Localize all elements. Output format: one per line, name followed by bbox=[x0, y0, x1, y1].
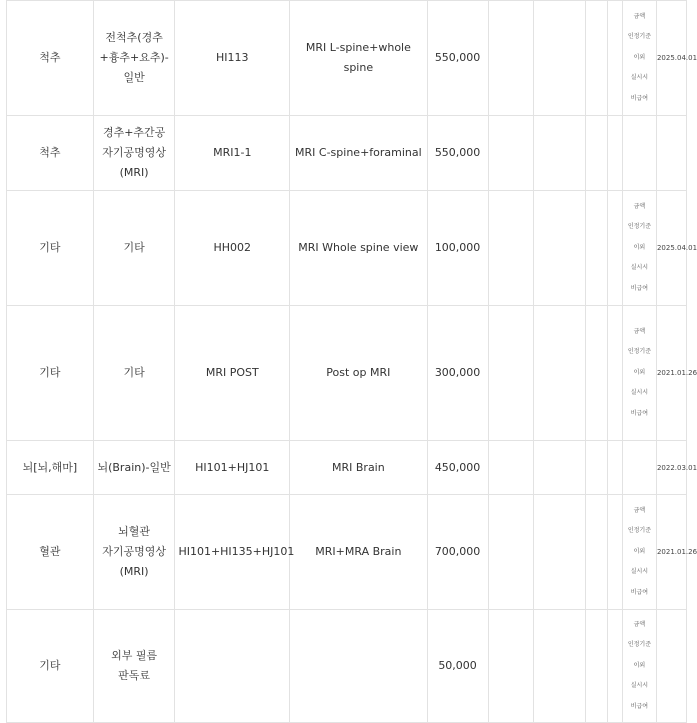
date-cell bbox=[656, 610, 686, 723]
empty-cell bbox=[488, 191, 533, 306]
empty-cell bbox=[585, 610, 608, 723]
price-cell: 700,000 bbox=[427, 495, 488, 610]
empty-cell bbox=[608, 610, 622, 723]
code-cell: MRI POST bbox=[175, 306, 290, 441]
note-cell: 금액 인정기준 이외 실시시 비급여 bbox=[622, 610, 656, 723]
date-cell: 2021.01.26 bbox=[656, 306, 686, 441]
description-cell: MRI L-spine+whole spine bbox=[290, 1, 427, 116]
table-row bbox=[7, 306, 687, 441]
price-cell: 50,000 bbox=[427, 610, 488, 723]
empty-cell bbox=[608, 191, 622, 306]
description-cell: MRI+MRA Brain bbox=[290, 495, 427, 610]
fee-table bbox=[6, 0, 697, 723]
description-cell: MRI C-spine+foraminal bbox=[290, 116, 427, 191]
category-cell: 기타 bbox=[7, 191, 94, 306]
note-cell: 금액 인정기준 이외 실시시 비급여 bbox=[622, 495, 656, 610]
item-name-cell: 기타 bbox=[93, 306, 175, 441]
note-cell: 금액 인정기준 이외 실시시 비급여 bbox=[622, 1, 656, 116]
table-row bbox=[7, 610, 687, 723]
empty-cell bbox=[585, 306, 608, 441]
empty-cell bbox=[534, 306, 586, 441]
item-name-cell: 경추+추간공 자기공명영상(MRI) bbox=[93, 116, 175, 191]
price-cell: 450,000 bbox=[427, 441, 488, 495]
date-cell: 2021.01.26 bbox=[656, 495, 686, 610]
empty-cell bbox=[608, 495, 622, 610]
price-cell: 300,000 bbox=[427, 306, 488, 441]
description-cell: MRI Brain bbox=[290, 441, 427, 495]
date-cell: 2025.04.01 bbox=[656, 1, 686, 116]
code-cell: HI113 bbox=[175, 1, 290, 116]
item-name-cell: 외부 필름 판독료 bbox=[93, 610, 175, 723]
item-name-cell: 전척추(경추+흉추+요추)-일반 bbox=[93, 1, 175, 116]
item-name-cell: 뇌혈관 자기공명영상(MRI) bbox=[93, 495, 175, 610]
price-cell: 100,000 bbox=[427, 191, 488, 306]
empty-cell bbox=[534, 610, 586, 723]
category-cell: 기타 bbox=[7, 610, 94, 723]
empty-cell bbox=[488, 610, 533, 723]
date-cell: 2025.04.01 bbox=[656, 191, 686, 306]
table-row bbox=[7, 191, 687, 306]
table-row bbox=[7, 495, 687, 610]
empty-cell bbox=[488, 441, 533, 495]
empty-cell bbox=[608, 116, 622, 191]
category-cell: 기타 bbox=[7, 306, 94, 441]
code-cell bbox=[175, 610, 290, 723]
code-cell: HI101+HJ101 bbox=[175, 441, 290, 495]
price-cell: 550,000 bbox=[427, 1, 488, 116]
item-name-cell: 뇌(Brain)-일반 bbox=[93, 441, 175, 495]
empty-cell bbox=[534, 495, 586, 610]
empty-cell bbox=[585, 495, 608, 610]
empty-cell bbox=[488, 306, 533, 441]
note-cell: 금액 인정기준 이외 실시시 비급여 bbox=[622, 306, 656, 441]
code-cell: HI101+HI135+HJ101 bbox=[175, 495, 290, 610]
empty-cell bbox=[534, 191, 586, 306]
date-cell: 2022.03.01 bbox=[656, 441, 686, 495]
empty-cell bbox=[585, 191, 608, 306]
table-row bbox=[7, 116, 687, 191]
note-cell bbox=[622, 116, 656, 191]
empty-cell bbox=[488, 495, 533, 610]
empty-cell bbox=[534, 1, 586, 116]
table-row bbox=[7, 441, 687, 495]
note-cell bbox=[622, 441, 656, 495]
empty-cell bbox=[585, 441, 608, 495]
code-cell: HH002 bbox=[175, 191, 290, 306]
category-cell: 척추 bbox=[7, 1, 94, 116]
empty-cell bbox=[585, 116, 608, 191]
description-cell bbox=[290, 610, 427, 723]
empty-cell bbox=[488, 1, 533, 116]
empty-cell bbox=[608, 306, 622, 441]
category-cell: 척추 bbox=[7, 116, 94, 191]
category-cell: 혈관 bbox=[7, 495, 94, 610]
table-row bbox=[7, 1, 687, 116]
item-name-cell: 기타 bbox=[93, 191, 175, 306]
empty-cell bbox=[534, 116, 586, 191]
empty-cell bbox=[608, 1, 622, 116]
empty-cell bbox=[488, 116, 533, 191]
note-cell: 금액 인정기준 이외 실시시 비급여 bbox=[622, 191, 656, 306]
price-cell: 550,000 bbox=[427, 116, 488, 191]
empty-cell bbox=[534, 441, 586, 495]
empty-cell bbox=[608, 441, 622, 495]
category-cell: 뇌[뇌,해마] bbox=[7, 441, 94, 495]
date-cell bbox=[656, 116, 686, 191]
code-cell: MRI1-1 bbox=[175, 116, 290, 191]
empty-cell bbox=[585, 1, 608, 116]
description-cell: Post op MRI bbox=[290, 306, 427, 441]
description-cell: MRI Whole spine view bbox=[290, 191, 427, 306]
